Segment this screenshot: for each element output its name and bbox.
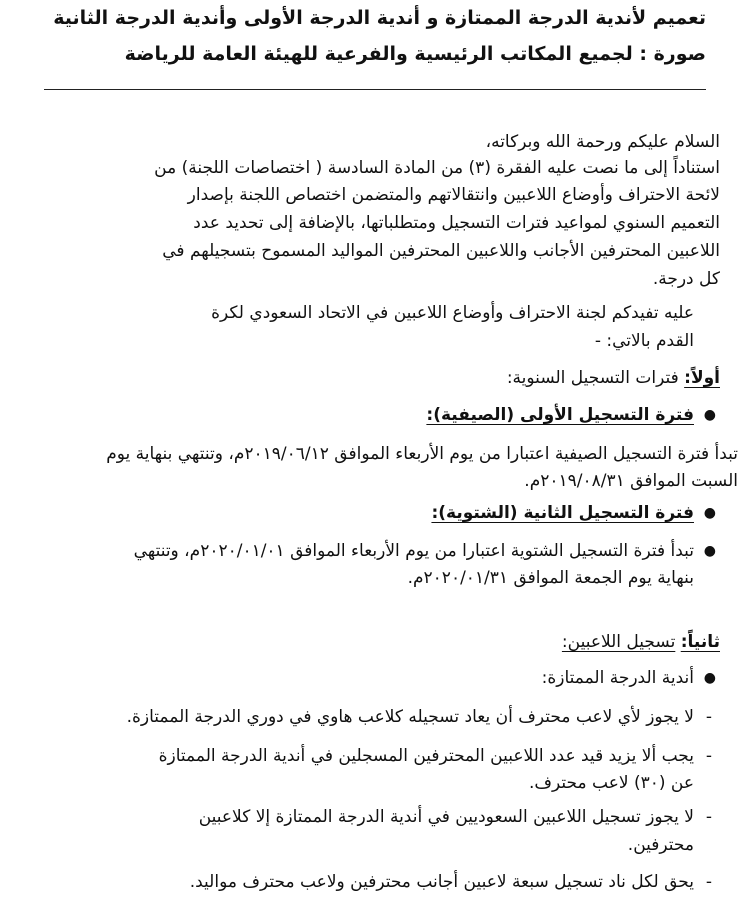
circular-title: تعميم لأندية الدرجة الممتازة و أندية الدرجة الأولى وأندية الدرجة الثانية — [53, 7, 706, 29]
dash-marker: - — [705, 707, 712, 727]
period1-title: فترة التسجيل الأولى (الصيفية): — [426, 405, 694, 425]
intro-line: استناداً إلى ما نصت عليه الفقرة (٣) من المادة السادسة ( اختصاصات اللجنة) من — [154, 158, 720, 178]
bullet-icon: ● — [703, 670, 716, 686]
rule-line: يجب ألا يزيد قيد عدد اللاعبين المحترفين المسجلين في أندية الدرجة الممتازة — [158, 746, 694, 766]
notice-line: القدم بالاتي: - — [594, 331, 694, 351]
period1-line: تبدأ فترة التسجيل الصيفية اعتبارا من يوم الأربعاء الموافق ٢٠١٩/٠٦/١٢م، وتنتهي بنهاية يوم — [106, 444, 738, 464]
section2-heading — [20, 630, 720, 654]
header-divider — [44, 89, 706, 90]
rule-line: لا يجوز تسجيل اللاعبين السعوديين في أندية الدرجة الممتازة إلا كلاعبين — [198, 807, 694, 827]
dash-marker: - — [705, 746, 712, 766]
rule-line: يحق لكل ناد تسجيل سبعة لاعبين أجانب محترفين ولاعب محترف مواليد. — [189, 872, 694, 892]
intro-line: اللاعبين المحترفين الأجانب واللاعبين المحترفين المواليد المسموح بتسجيلهم في — [162, 241, 720, 261]
section1-heading — [20, 366, 720, 390]
notice-line: عليه تفيدكم لجنة الاحتراف وأوضاع اللاعبين في الاتحاد السعودي لكرة — [211, 303, 694, 323]
section2-number: ثانياً: — [680, 632, 720, 652]
section2-subtitle: أندية الدرجة الممتازة: — [541, 668, 694, 688]
rule-line: محترفين. — [627, 835, 694, 855]
dash-marker: - — [705, 807, 712, 827]
section2-title: تسجيل اللاعبين: — [561, 632, 676, 652]
bullet-icon: ● — [703, 505, 716, 521]
period2-title: فترة التسجيل الثانية (الشتوية): — [431, 503, 694, 523]
section1-title: فترات التسجيل السنوية: — [506, 368, 679, 388]
intro-line: كل درجة. — [652, 269, 720, 289]
period1-line: السبت الموافق ٢٠١٩/٠٨/٣١م. — [524, 471, 738, 491]
bullet-icon: ● — [703, 407, 716, 423]
rule-line: لا يجوز لأي لاعب محترف أن يعاد تسجيله كلاعب هاوي في دوري الدرجة الممتازة. — [126, 707, 694, 727]
dash-marker: - — [705, 872, 712, 892]
period2-line: بنهاية يوم الجمعة الموافق ٢٠٢٠/٠١/٣١م. — [407, 568, 694, 588]
intro-line: التعميم السنوي لمواعيد فترات التسجيل ومتطلباتها، بالإضافة إلى تحديد عدد — [193, 213, 720, 233]
greeting: السلام عليكم ورحمة الله وبركاته، — [485, 132, 720, 152]
bullet-icon: ● — [703, 543, 716, 559]
section1-number: أولاً: — [684, 368, 720, 388]
circular-copy-to: صورة : لجميع المكاتب الرئيسية والفرعية للهيئة العامة للرياضة — [124, 43, 706, 65]
period2-line: تبدأ فترة التسجيل الشتوية اعتبارا من يوم الأربعاء الموافق ٢٠٢٠/٠١/٠١م، وتنتهي — [133, 541, 694, 561]
intro-line: لائحة الاحتراف وأوضاع اللاعبين وانتقالاتهم والمتضمن اختصاص اللجنة بإصدار — [187, 185, 720, 205]
rule-line: عن (٣٠) لاعب محترف. — [529, 773, 694, 793]
